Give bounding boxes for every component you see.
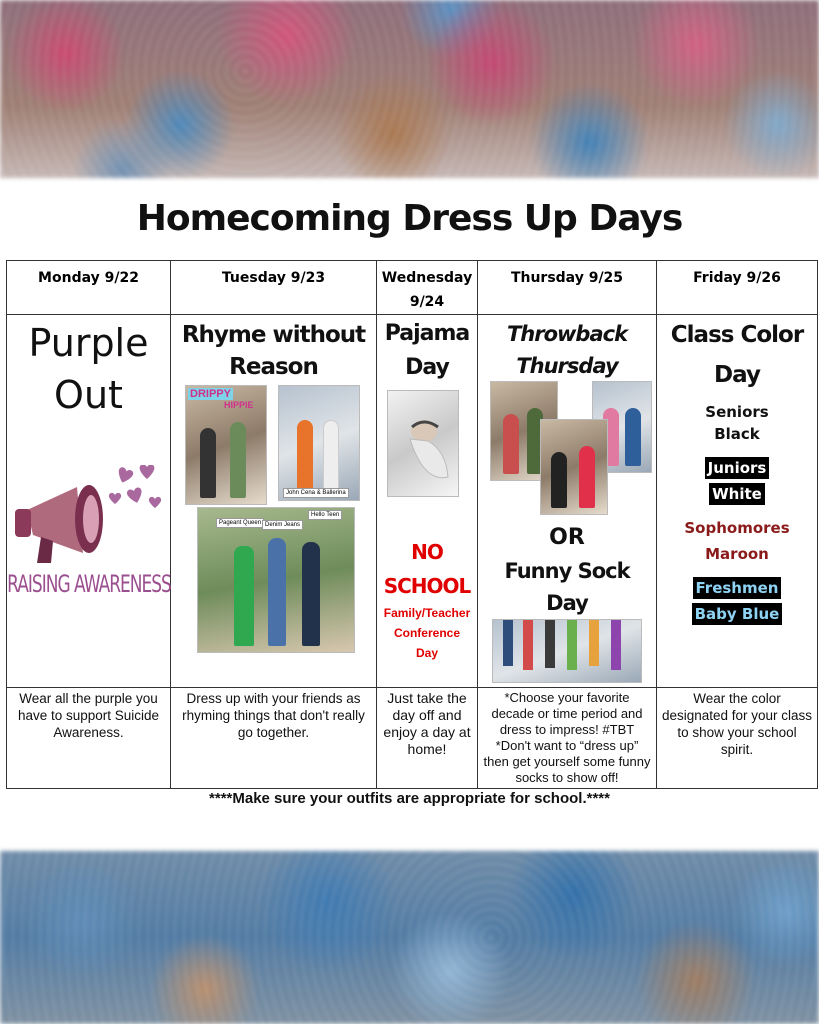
no-school-label [377,535,477,603]
page-title: Homecoming Dress Up Days [136,198,683,239]
class-color-label: Baby Blue [692,603,783,625]
conference-note-line: Day [415,646,438,660]
monday-theme [7,317,170,421]
header-wednesday [377,261,478,315]
person-figure [234,546,254,646]
sleeping-person-icon [388,391,459,497]
header-thursday: Thursday 9/25 [478,261,657,315]
class-sophomores [657,517,817,565]
thursday-theme [478,318,656,382]
class-label: Seniors [705,403,769,421]
class-label: Juniors [705,457,770,479]
friday-theme-line: Day [714,362,760,388]
tuesday-theme-line: Reason [229,354,318,380]
monday-theme-line: Purple [28,321,149,365]
header-monday: Monday 9/22 [7,261,171,315]
header-tuesday: Tuesday 9/23 [171,261,377,315]
person-figure [551,452,567,508]
tuesday-cell [171,315,377,688]
conference-note-line: Conference [393,626,461,640]
header-row [7,261,818,315]
thursday-theme-line: Throwback [506,322,628,346]
throwback-photo-3 [540,419,608,515]
class-color-label: Maroon [705,545,769,563]
person-figure [200,428,216,498]
drippy-hippie-photo [185,385,267,505]
funny-sock-theme [478,555,656,619]
photo-caption: Hello Teen [308,510,342,520]
footer-note: ****Make sure your outfits are appropriate for school.**** [209,790,610,807]
photo-label-drippy: DRIPPY [190,388,231,400]
photo-caption: Pageant Queen [216,518,264,528]
thursday-description [478,688,657,789]
person-figure [268,538,286,646]
class-freshmen [657,577,817,625]
monday-description: Wear all the purple you have to support Suicide Awareness. [7,688,171,789]
thursday-description-line: *Don't want to “dress up” then get yourself some funny socks to show off! [483,738,651,785]
header-wednesday-date: 9/24 [409,294,445,310]
header-friday: Friday 9/26 [657,261,818,315]
friday-description: Wear the color designated for your class to show your school spirit. [657,688,818,789]
class-color-label: Black [714,425,760,443]
photo-caption: Denim Jeans [262,520,303,530]
funny-socks-photo [492,619,642,683]
wednesday-theme [377,317,477,385]
class-label: Sophomores [684,519,790,537]
socks-icon [493,620,642,683]
class-colors-list [657,401,817,625]
raising-awareness-text: RAISING AWARENESS [7,571,171,599]
wednesday-theme-line: Day [405,355,449,380]
person-figure [503,414,519,474]
tuesday-theme [171,319,376,383]
person-figure [302,542,320,646]
photo-caption: John Cena & Ballerina [283,488,349,498]
tuesday-description: Dress up with your friends as rhyming things that don't really go together. [171,688,377,789]
person-figure [297,420,313,494]
thursday-or-label: OR [549,525,585,550]
friday-cell [657,315,818,688]
monday-theme-line: Out [54,373,123,417]
theme-row [7,315,818,688]
john-cena-ballerina-photo [278,385,360,501]
bottom-photo-band [0,851,819,1024]
thursday-cell [478,315,657,688]
conference-note [377,603,477,663]
person-figure [323,420,339,494]
pajama-sleeping-photo [387,390,459,497]
dress-up-calendar [6,260,818,789]
person-figure [230,422,246,498]
class-seniors [657,401,817,445]
person-figure [625,408,641,466]
no-school-line: NO [411,540,443,564]
class-juniors [657,457,817,505]
thursday-theme-line: Thursday [516,354,618,378]
class-color-label: White [709,483,765,505]
description-row [7,688,818,789]
tuesday-theme-line: Rhyme without [181,322,366,348]
header-wednesday-day: Wednesday [381,270,473,286]
no-school-line: SCHOOL [383,574,471,598]
class-label: Freshmen [693,577,782,599]
friday-theme-line: Class Color [670,322,804,348]
wednesday-cell [377,315,478,688]
top-photo-band [0,0,819,178]
monday-cell [7,315,171,688]
wednesday-description: Just take the day off and enjoy a day at home! [377,688,478,789]
funny-sock-theme-line: Funny Sock [504,559,630,583]
funny-sock-theme-line: Day [546,591,588,615]
photo-label-hippie: HIPPIE [224,400,254,410]
wednesday-theme-line: Pajama [384,321,470,346]
pageant-denim-hello-photo [197,507,355,653]
conference-note-line: Family/Teacher [383,606,471,620]
megaphone-icon [7,465,171,575]
thursday-description-line: *Choose your favorite decade or time period and dress to impress! #TBT [491,690,643,737]
person-figure [579,446,595,508]
friday-theme [657,315,817,395]
